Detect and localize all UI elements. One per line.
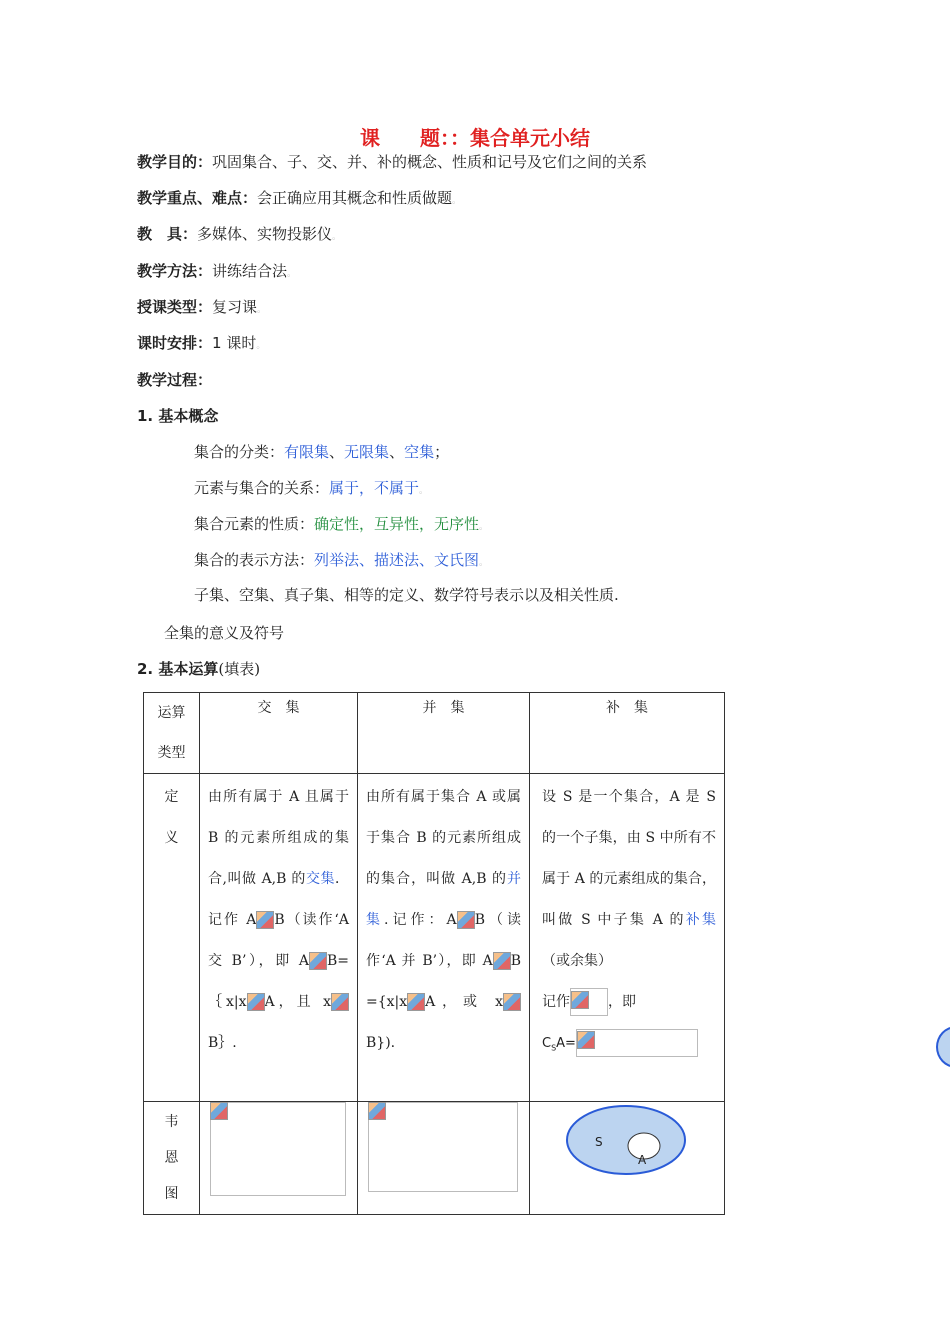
csa-label: $C_SA=$ (542, 1036, 576, 1053)
section1-heading: 1. 基本概念 (137, 407, 219, 425)
def-union: 由所有属于集合 A 或属于集合 B 的元素所组成的集合，叫做 A,B 的并集.记作：A B（读作‘A 并 B’），即 A B ={x|x A，或 xB}). (358, 774, 530, 1102)
venn-label: 韦 恩 图 (144, 1102, 200, 1215)
complement-venn-diagram (530, 1102, 725, 1215)
element-of-icon (247, 993, 265, 1011)
def-intersection: 由所有属于 A 且属于 B 的元素所组成的集合,叫做 A,B 的交集．记作 A B（读作‘A 交 B’），即 A B=｛x|x A，且 xB｝. (200, 774, 358, 1102)
line-process: 教学过程： (137, 371, 213, 389)
concept-universal-set: 全集的意义及符号 (164, 624, 285, 642)
concept-relation: 元素与集合的关系：属于，不属于。 (194, 479, 429, 497)
venn-universal-ellipse (567, 1106, 685, 1174)
line-method: 教学方法：讲练结合法。 (137, 262, 297, 280)
def-label: 定 义 (144, 774, 200, 1102)
concept-classification: 集合的分类：有限集、无限集、空集； (194, 443, 450, 461)
header-union: 并 集 (358, 693, 530, 774)
table-definition-row (144, 774, 725, 1102)
union-symbol-icon (493, 952, 511, 970)
broken-image-icon (210, 1102, 228, 1120)
line-keypoints: 教学重点、难点：会正确应用其概念和性质做题。 (137, 189, 462, 207)
venn-complement-cell (530, 1102, 725, 1215)
header-op-type: 运算 类型 (144, 693, 200, 774)
side-decorative-oval (936, 1026, 950, 1068)
table-header-row (144, 693, 725, 774)
venn-s-label: S (595, 1135, 603, 1149)
title-part1: 课 (360, 126, 380, 150)
operations-table (143, 692, 725, 1215)
title-part2: 题：：集合单元小结 (420, 126, 590, 150)
def-complement: 设 S 是一个集合，A 是 S 的一个子集，由 S 中所有不属于 A 的元素组成的集合，叫做 S 中子集 A 的补集（或余集） 记作 ，即 $C_SA=$ (530, 774, 725, 1102)
broken-image-icon (368, 1102, 386, 1120)
element-of-icon (407, 993, 425, 1011)
header-intersection: 交 集 (200, 693, 358, 774)
concept-properties: 集合元素的性质：确定性，互异性，无序性。 (194, 515, 489, 533)
line-schedule: 课时安排：1 课时。 (137, 334, 266, 352)
broken-image-icon (571, 991, 589, 1009)
concept-subsets: 子集、空集、真子集、相等的定义、数学符号表示以及相关性质. (194, 586, 619, 604)
complement-formula-image (576, 1029, 698, 1057)
line-tools: 教 具：多媒体、实物投影仪。 (137, 225, 342, 243)
venn-a-label: A (638, 1153, 647, 1167)
concept-representation: 集合的表示方法：列举法、描述法、文氏图。 (194, 551, 489, 569)
intersection-symbol-icon (256, 911, 274, 929)
page-title (0, 122, 950, 151)
complement-notation-image (570, 988, 608, 1016)
line-lesson-type: 授课类型：复习课。 (137, 298, 267, 316)
section2-heading: 2. 基本运算(填表) (137, 660, 261, 678)
table-venn-row (144, 1102, 725, 1215)
line-objective: 教学目的：巩固集合、子、交、并、补的概念、性质和记号及它们之间的关系 (137, 153, 648, 171)
venn-union-cell (358, 1102, 530, 1215)
element-of-icon (331, 993, 349, 1011)
intersection-symbol-icon (309, 952, 327, 970)
broken-image-icon (577, 1031, 595, 1049)
venn-intersection-cell (200, 1102, 358, 1215)
union-symbol-icon (457, 911, 475, 929)
union-venn-image (368, 1102, 518, 1192)
intersection-venn-image (210, 1102, 346, 1196)
element-of-icon (503, 993, 521, 1011)
header-complement: 补 集 (530, 693, 725, 774)
